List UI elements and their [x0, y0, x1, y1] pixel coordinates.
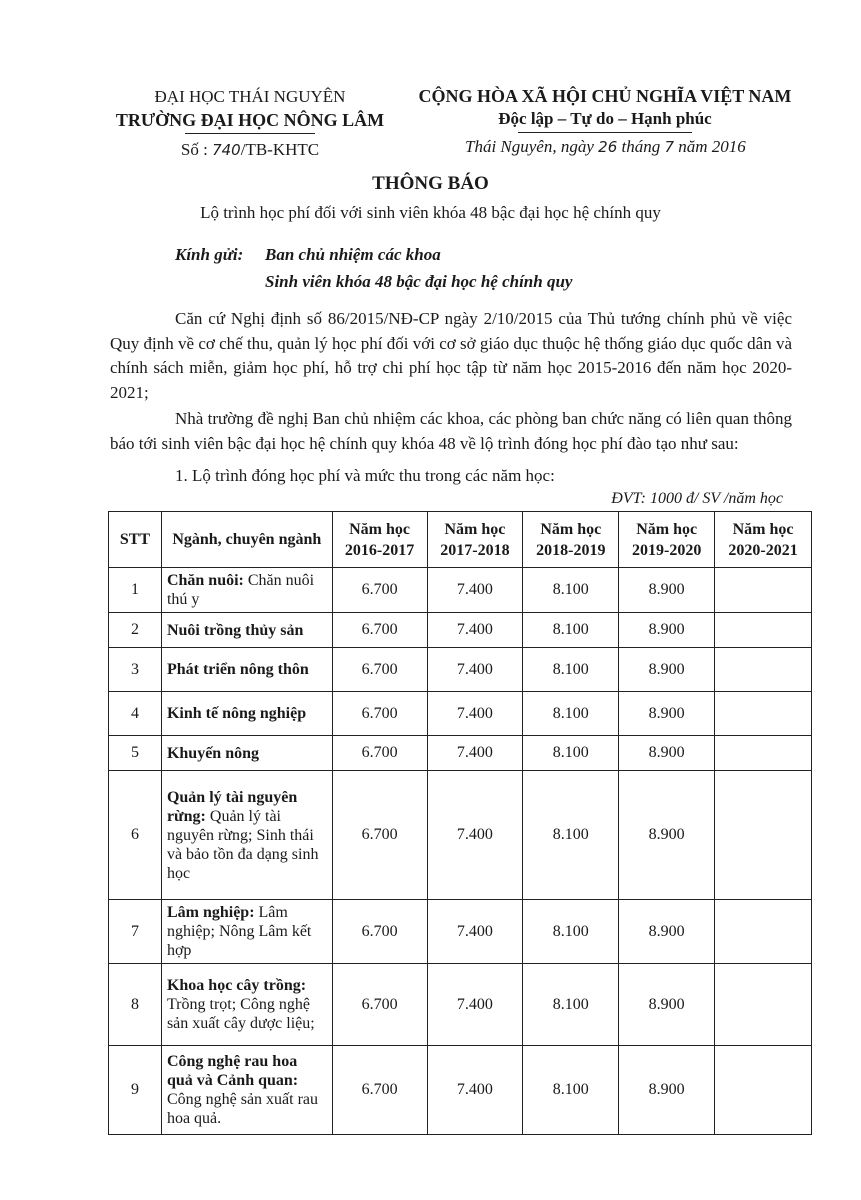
cell-fee: 6.700 [332, 736, 427, 771]
cell-fee: 8.100 [523, 613, 619, 648]
major-title: Quản lý tài nguyên rừng: [166, 788, 298, 825]
header-stt: STT [109, 512, 162, 568]
cell-fee: 6.700 [332, 900, 427, 964]
table-row [109, 736, 812, 771]
cell-fee: 6.700 [332, 648, 427, 692]
cell-stt: 2 [109, 613, 162, 648]
date-month-label: tháng [621, 137, 661, 156]
header-year-3: Năm học 2018-2019 [523, 512, 619, 568]
cell-fee: 7.400 [427, 692, 523, 736]
cell-fee: 8.100 [523, 771, 619, 900]
motto-underline [518, 132, 692, 133]
cell-fee: 8.900 [619, 648, 715, 692]
cell-fee: 8.100 [523, 736, 619, 771]
major-title: Lâm nghiệp: [166, 904, 255, 921]
cell-major [161, 1046, 332, 1135]
major-title: Công nghệ rau hoa quả và Cảnh quan: [166, 1053, 299, 1089]
cell-fee: 7.400 [427, 964, 523, 1046]
paragraph-request: Nhà trường đề nghị Ban chủ nhiệm các khoa, các phòng ban chức năng có liên quan thông báo tới sinh viên bậc đại học hệ chính quy khóa 48 về lộ trình đóng học phí đào tạo như sau: [110, 409, 792, 453]
cell-stt: 7 [109, 900, 162, 964]
document-subtitle: Lộ trình học phí đối với sinh viên khóa 48 bậc đại học hệ chính quy [200, 203, 661, 222]
cell-fee: 8.100 [523, 1046, 619, 1135]
major-title: Chăn nuôi: [166, 572, 244, 589]
cell-major [161, 613, 332, 648]
cell-fee: 7.400 [427, 568, 523, 613]
cell-fee: 8.100 [523, 964, 619, 1046]
major-title: Khoa học cây trồng: [166, 977, 307, 994]
cell-stt: 1 [109, 568, 162, 613]
table-row [109, 964, 812, 1046]
cell-fee: 7.400 [427, 613, 523, 648]
table-row [109, 648, 812, 692]
cell-fee: 6.700 [332, 771, 427, 900]
cell-fee [715, 964, 812, 1046]
cell-stt: 8 [109, 964, 162, 1046]
cell-fee: 7.400 [427, 736, 523, 771]
national-motto: Độc lập – Tự do – Hạnh phúc [498, 109, 712, 128]
major-title: Phát triển nông thôn [166, 661, 309, 678]
cell-fee [715, 736, 812, 771]
cell-fee: 7.400 [427, 1046, 523, 1135]
cell-major [161, 964, 332, 1046]
recipient-2: Sinh viên khóa 48 bậc đại học hệ chính quy [265, 272, 573, 291]
cell-fee: 8.900 [619, 964, 715, 1046]
date-year: năm 2016 [678, 137, 746, 156]
cell-fee [715, 568, 812, 613]
cell-fee: 8.100 [523, 692, 619, 736]
major-specializations: Chăn nuôi thú y [166, 572, 315, 608]
date-prefix: Thái Nguyên, ngày [465, 137, 594, 156]
school-underline [185, 133, 315, 134]
cell-stt: 6 [109, 771, 162, 900]
cell-major [161, 736, 332, 771]
cell-major [161, 900, 332, 964]
cell-major [161, 771, 332, 900]
date-day-handwritten: 26 [598, 138, 618, 156]
cell-fee: 8.100 [523, 900, 619, 964]
major-specializations: Lâm nghiệp; Nông Lâm kết hợp [166, 904, 312, 959]
table-row [109, 771, 812, 900]
cell-fee [715, 1046, 812, 1135]
header-year-1: Năm học 2016-2017 [332, 512, 427, 568]
cell-stt: 9 [109, 1046, 162, 1135]
cell-fee: 8.900 [619, 1046, 715, 1135]
tuition-fee-table [108, 511, 812, 1135]
table-row [109, 568, 812, 613]
cell-major [161, 648, 332, 692]
cell-fee: 6.700 [332, 964, 427, 1046]
major-specializations: Công nghệ sản xuất rau hoa quả. [166, 1091, 319, 1127]
major-title: Nuôi trồng thủy sản [166, 621, 304, 639]
cell-fee: 6.700 [332, 568, 427, 613]
document-number [110, 140, 390, 160]
cell-fee: 8.900 [619, 568, 715, 613]
cell-fee: 8.900 [619, 692, 715, 736]
doc-number-prefix: Số : [180, 140, 208, 159]
cell-stt: 5 [109, 736, 162, 771]
document-title: THÔNG BÁO [372, 173, 489, 194]
table-row [109, 613, 812, 648]
cell-fee: 8.900 [619, 900, 715, 964]
cell-fee: 6.700 [332, 1046, 427, 1135]
major-specializations: Quản lý tài nguyên rừng; Sinh thái và bảo tồn đa dạng sinh học [166, 807, 319, 882]
cell-fee: 7.400 [427, 900, 523, 964]
cell-stt: 3 [109, 648, 162, 692]
cell-fee [715, 613, 812, 648]
cell-fee [715, 648, 812, 692]
cell-fee: 8.900 [619, 736, 715, 771]
cell-fee: 7.400 [427, 648, 523, 692]
cell-fee: 6.700 [332, 692, 427, 736]
table-row [109, 692, 812, 736]
university-name: ĐẠI HỌC THÁI NGUYÊN [154, 87, 346, 106]
cell-fee: 6.700 [332, 613, 427, 648]
major-title: Kinh tế nông nghiệp [166, 705, 307, 722]
cell-fee [715, 692, 812, 736]
major-title: Khuyến nông [166, 744, 259, 762]
cell-major [161, 568, 332, 613]
cell-stt: 4 [109, 692, 162, 736]
header-year-2: Năm học 2017-2018 [427, 512, 523, 568]
school-name: TRƯỜNG ĐẠI HỌC NÔNG LÂM [115, 110, 385, 130]
cell-fee: 7.400 [427, 771, 523, 900]
cell-fee: 8.900 [619, 613, 715, 648]
cell-fee [715, 900, 812, 964]
major-specializations: Trồng trọt; Công nghệ sản xuất cây dược liệu; [166, 996, 315, 1032]
paragraph-legal-basis: Căn cứ Nghị định số 86/2015/NĐ-CP ngày 2/10/2015 của Thủ tướng chính phủ về việc Quy định về cơ chế thu, quản lý học phí đối với cơ sở giáo dục thuộc hệ thống giáo dục quốc dân và chính sách miễn, giảm học phí, hỗ trợ chi phí học tập từ năm học 2015-2016 đến năm học 2020-2021; [110, 309, 792, 402]
table-row [109, 1046, 812, 1135]
country-name: CỘNG HÒA XÃ HỘI CHỦ NGHĨA VIỆT NAM [418, 86, 792, 106]
recipient-1: Ban chủ nhiệm các khoa [265, 245, 441, 264]
recipients-label: Kính gửi: [175, 245, 244, 264]
document-date [465, 137, 746, 157]
cell-major [161, 692, 332, 736]
table-row [109, 900, 812, 964]
cell-fee: 8.100 [523, 568, 619, 613]
cell-fee: 8.900 [619, 771, 715, 900]
unit-note: ĐVT: 1000 đ/ SV /năm học [611, 490, 783, 507]
section-heading-1: 1. Lộ trình đóng học phí và mức thu trong các năm học: [175, 466, 555, 485]
header-year-4: Năm học 2019-2020 [619, 512, 715, 568]
doc-number-handwritten: 740 [212, 141, 241, 159]
table-header-row [109, 512, 812, 568]
doc-number-suffix: /TB-KHTC [240, 140, 320, 159]
cell-fee [715, 771, 812, 900]
header-year-5: Năm học 2020-2021 [715, 512, 812, 568]
header-major: Ngành, chuyên ngành [161, 512, 332, 568]
date-month-handwritten: 7 [664, 138, 675, 156]
cell-fee: 8.100 [523, 648, 619, 692]
